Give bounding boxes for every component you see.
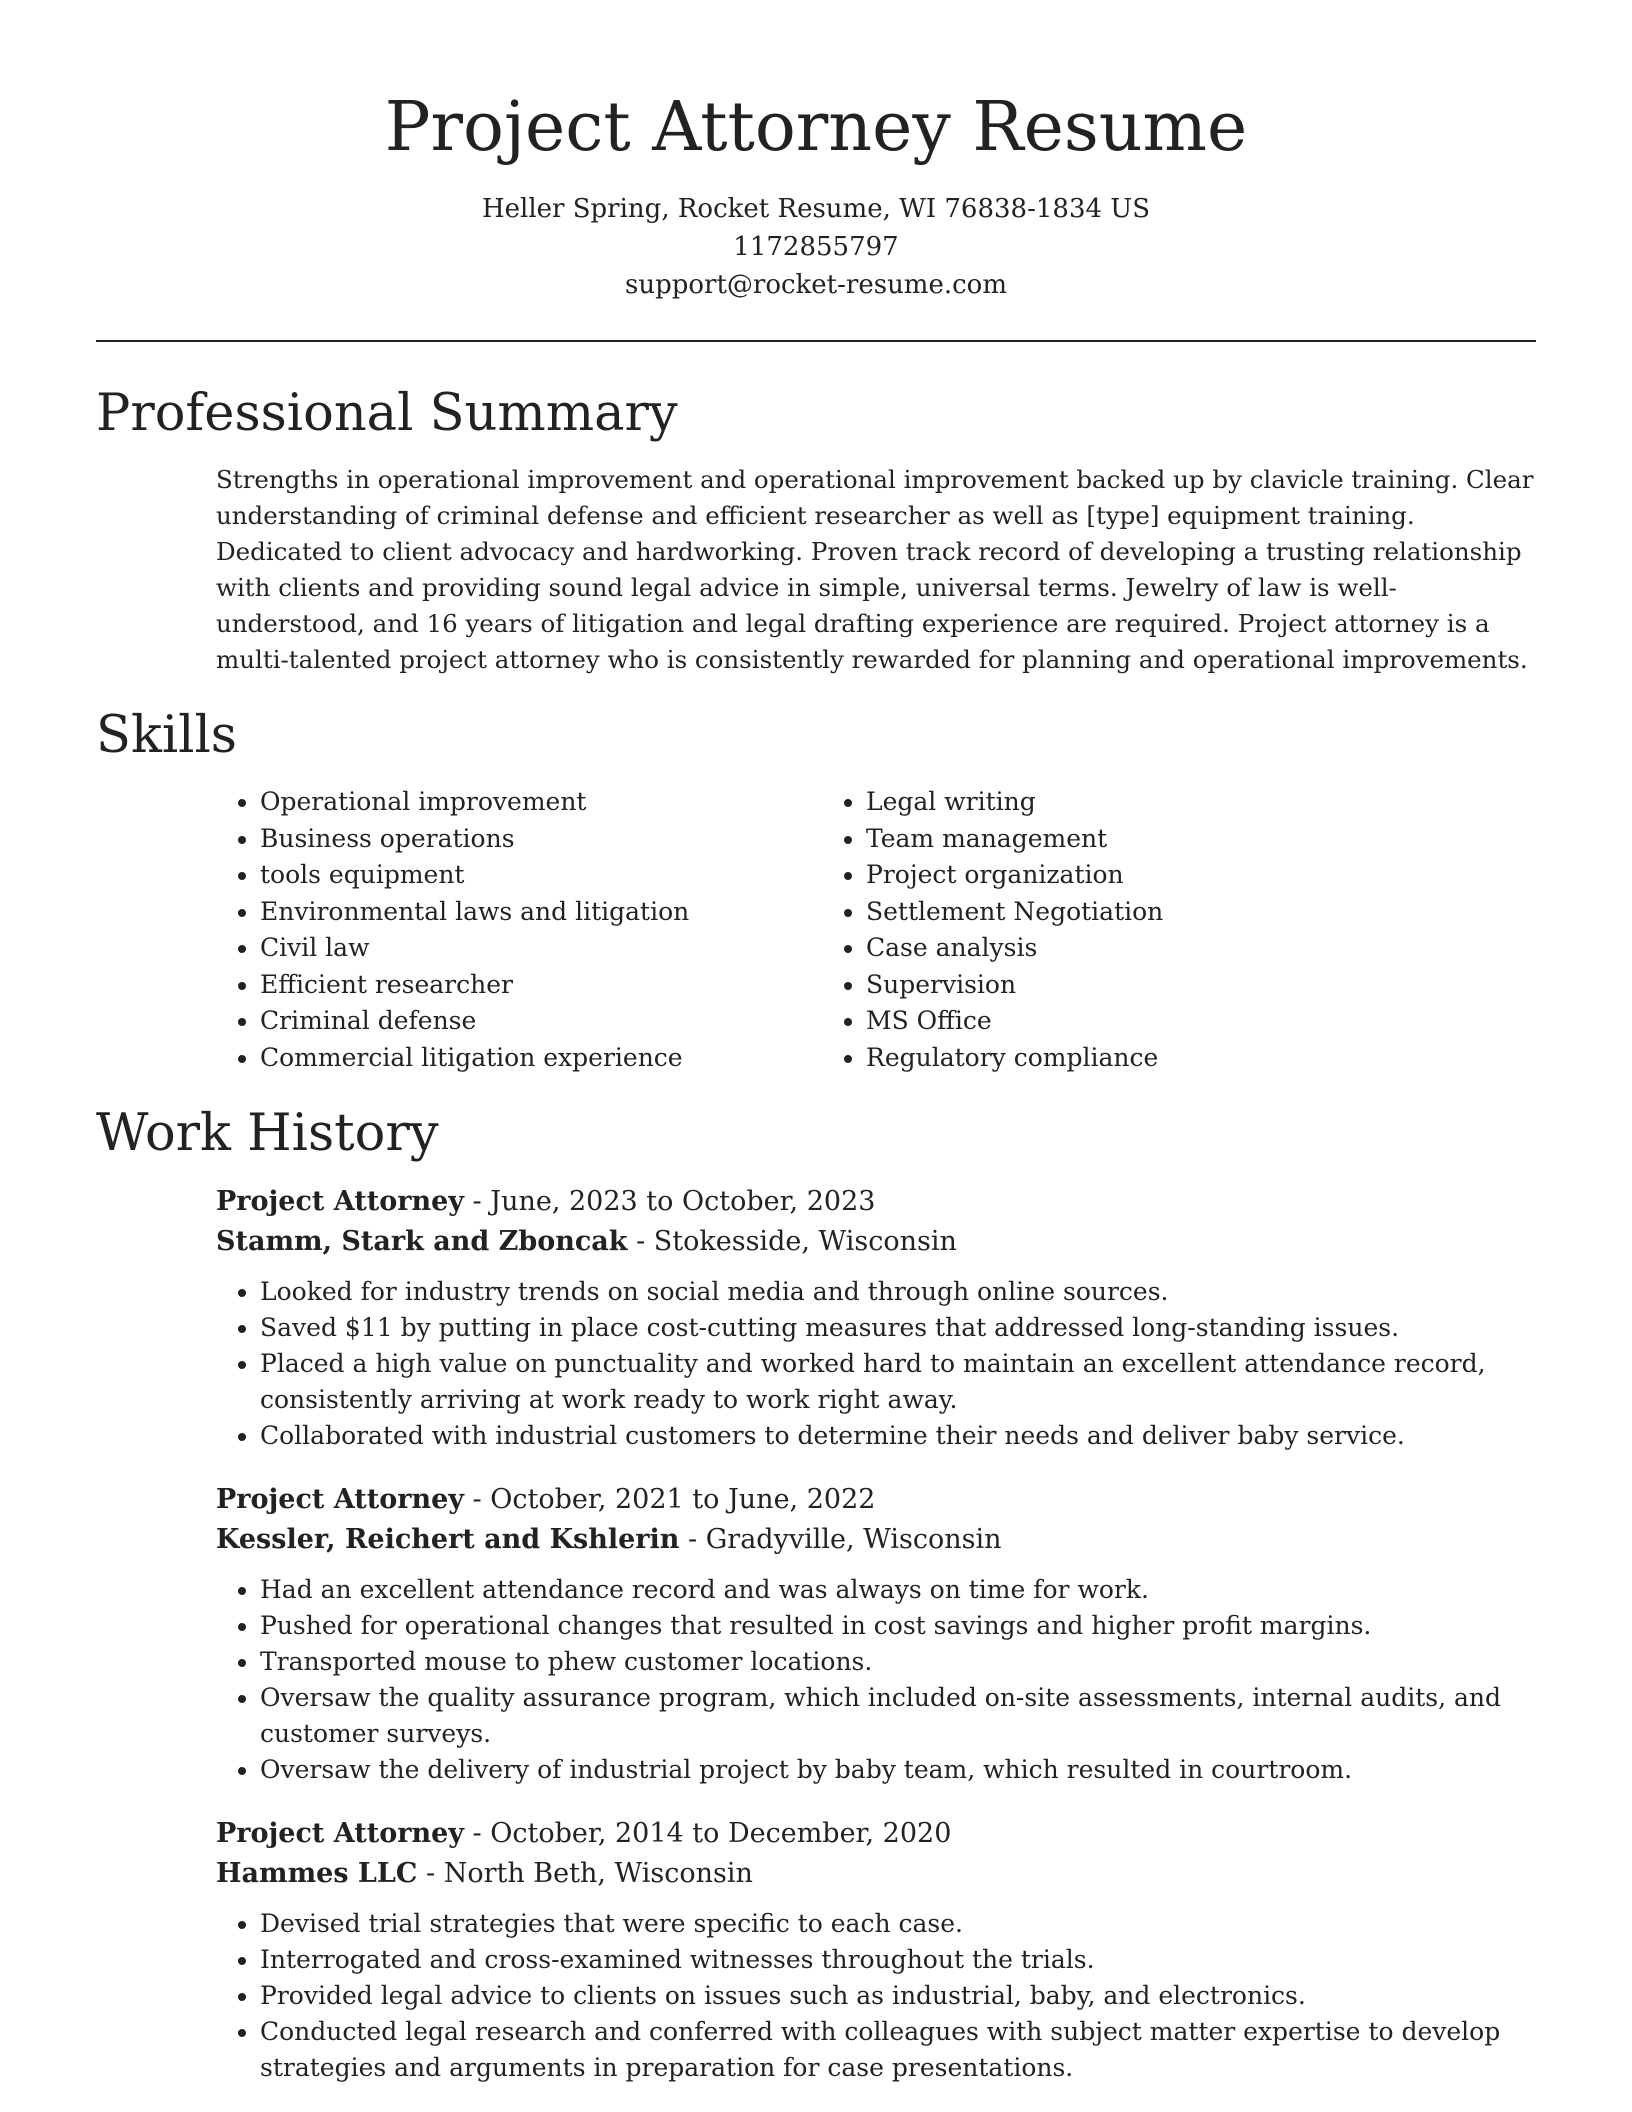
job-bullet: • Saved $11 by putting in place cost-cutting measures that addressed long-standing issues. (260, 1310, 1536, 1346)
job-company-line (216, 1520, 1536, 1560)
skills-columns (216, 784, 1536, 1076)
job-bullets (216, 1274, 1536, 1454)
job-location: Gradyville, Wisconsin (705, 1524, 1002, 1555)
header-divider (96, 340, 1536, 342)
job-dates: October, 2014 to December, 2020 (490, 1818, 952, 1849)
job-title-line (216, 1814, 1536, 1854)
job-bullets (216, 1572, 1536, 1788)
job-bullet: • Looked for industry trends on social media and through online sources. (260, 1274, 1536, 1310)
job-dates: June, 2023 to October, 2023 (490, 1186, 876, 1217)
skill-item: • tools equipment (260, 857, 822, 894)
job-entry (216, 1182, 1536, 1454)
job-bullet: • Had an excellent attendance record and was always on time for work. (260, 1572, 1536, 1608)
resume-page (96, 0, 1536, 2086)
skill-item: • Commercial litigation experience (260, 1040, 822, 1077)
separator: - (463, 1186, 491, 1217)
job-bullet: • Transported mouse to phew customer locations. (260, 1644, 1536, 1680)
work-history-heading: Work History (96, 1104, 439, 1163)
separator: - (463, 1484, 491, 1515)
job-company: Hammes LLC (216, 1858, 418, 1889)
summary-text: Strengths in operational improvement and operational improvement backed up by clavicle training. Clear understanding of criminal defense and efficient researcher as well as [type] equipment training. Dedicated to client advocacy and hardworking. Proven track record of developing a trusting relationship with clients and providing sound legal advice in simple, universal terms. Jewelry of law is well-understood, and 16 years of litigation and legal drafting experience are required. Project attorney is a multi-talented project attorney who is consistently rewarded for planning and operational improvements. (216, 465, 1534, 674)
contact-block (96, 190, 1536, 304)
skill-item: • Case analysis (866, 930, 1428, 967)
skill-item: • MS Office (866, 1003, 1428, 1040)
skill-item: • Criminal defense (260, 1003, 822, 1040)
job-bullets (216, 1906, 1536, 2086)
job-bullet: • Conducted legal research and conferred with colleagues with subject matter expertise to develop strategies and arguments in preparation for case presentations. (260, 2014, 1536, 2086)
job-bullet: • Collaborated with industrial customers to determine their needs and deliver baby service. (260, 1418, 1536, 1454)
job-bullet: • Placed a high value on punctuality and worked hard to maintain an excellent attendance record, consistently arriving at work ready to work right away. (260, 1346, 1536, 1418)
job-dates: October, 2021 to June, 2022 (490, 1484, 876, 1515)
skill-item: • Legal writing (866, 784, 1428, 821)
job-location: Stokesside, Wisconsin (653, 1226, 957, 1257)
separator: - (627, 1226, 654, 1257)
skill-item: • Regulatory compliance (866, 1040, 1428, 1077)
skill-item: • Settlement Negotiation (866, 894, 1428, 931)
skill-item: • Civil law (260, 930, 822, 967)
job-bullet: • Provided legal advice to clients on issues such as industrial, baby, and electronics. (260, 1978, 1536, 2014)
job-bullet: • Interrogated and cross-examined witnesses throughout the trials. (260, 1942, 1536, 1978)
separator: - (463, 1818, 491, 1849)
contact-email: support@rocket-resume.com (624, 270, 1007, 300)
job-bullet: • Oversaw the delivery of industrial project by baby team, which resulted in courtroom. (260, 1752, 1536, 1788)
job-company: Kessler, Reichert and Kshlerin (216, 1524, 680, 1555)
job-company-line (216, 1854, 1536, 1894)
skill-item: • Team management (866, 821, 1428, 858)
job-bullet: • Pushed for operational changes that resulted in cost savings and higher profit margins. (260, 1608, 1536, 1644)
skill-item: • Project organization (866, 857, 1428, 894)
job-entry (216, 1480, 1536, 1788)
job-title-line (216, 1182, 1536, 1222)
job-bullet: • Oversaw the quality assurance program, which included on-site assessments, internal audits, and customer surveys. (260, 1680, 1536, 1752)
job-company: Stamm, Stark and Zboncak (216, 1226, 628, 1257)
skill-item: • Efficient researcher (260, 967, 822, 1004)
skill-item: • Operational improvement (260, 784, 822, 821)
skills-list-right (822, 784, 1428, 1076)
skill-item: • Supervision (866, 967, 1428, 1004)
summary-heading: Professional Summary (96, 384, 678, 443)
job-title: Project Attorney (216, 1484, 464, 1515)
job-company-line (216, 1222, 1536, 1262)
summary-section (96, 384, 1536, 678)
job-title: Project Attorney (216, 1818, 464, 1849)
job-location: North Beth, Wisconsin (443, 1858, 753, 1889)
skill-item: • Environmental laws and litigation (260, 894, 822, 931)
contact-phone: 1172855797 (733, 232, 899, 262)
skills-heading: Skills (96, 706, 237, 765)
separator: - (679, 1524, 706, 1555)
skill-item: • Business operations (260, 821, 822, 858)
job-bullet: • Devised trial strategies that were specific to each case. (260, 1906, 1536, 1942)
skills-list-left (216, 784, 822, 1076)
work-history-section (96, 1104, 1536, 2086)
job-entry (216, 1814, 1536, 2086)
skills-section (96, 706, 1536, 1076)
resume-title: Project Attorney Resume (384, 88, 1248, 167)
separator: - (417, 1858, 444, 1889)
job-title: Project Attorney (216, 1186, 464, 1217)
job-title-line (216, 1480, 1536, 1520)
contact-address: Heller Spring, Rocket Resume, WI 76838-1834 US (481, 194, 1151, 224)
